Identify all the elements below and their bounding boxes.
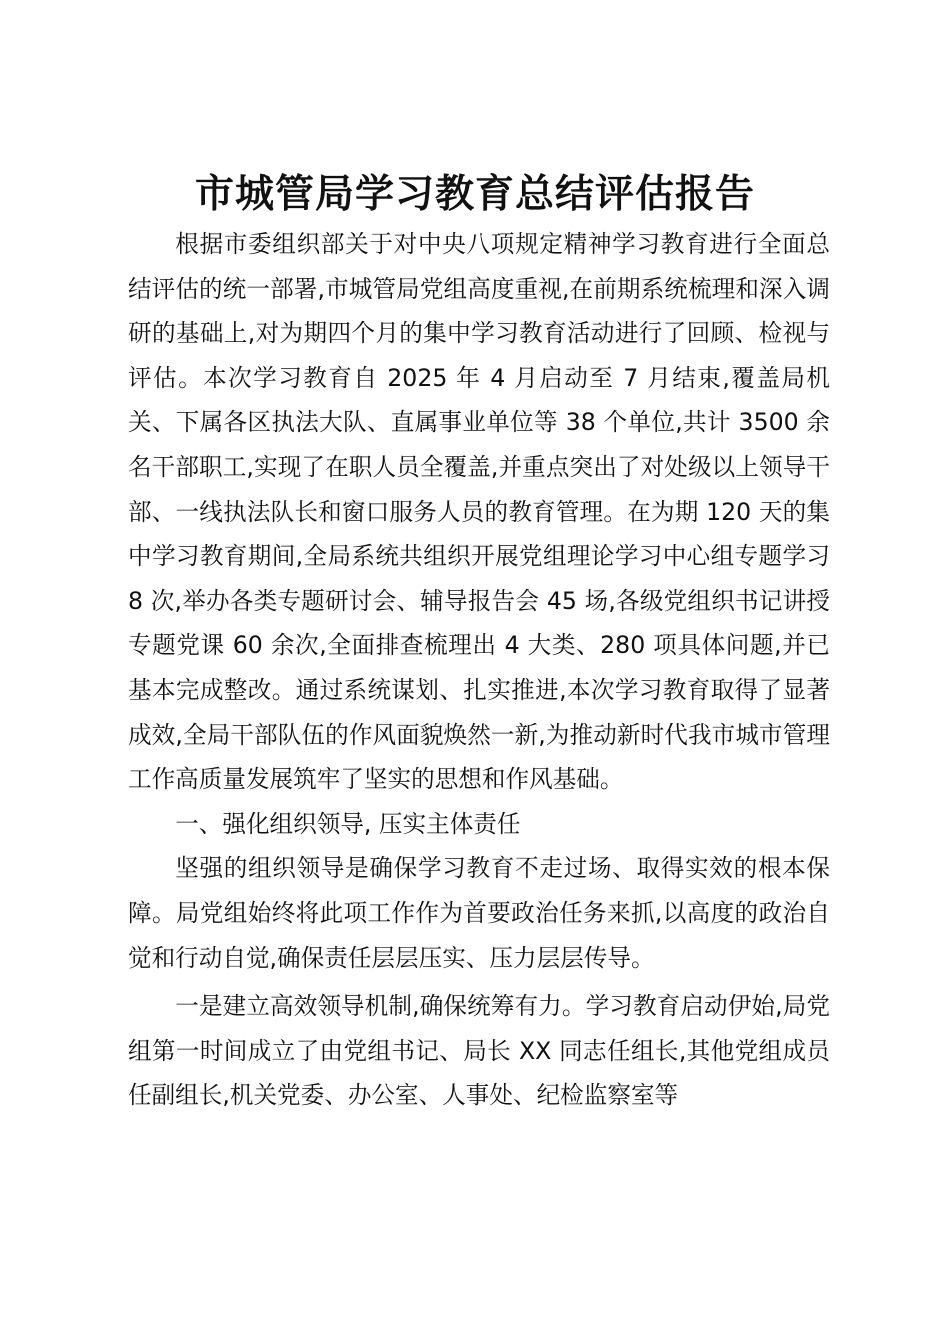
intro-paragraph: 根据市委组织部关于对中央八项规定精神学习教育进行全面总结评估的统一部署,市城管局党组高度重视,在前期系统梳理和深入调研的基础上,对为期四个月的集中学习教育活动进行了回顾、检视与评估。本次学习教育自 2025 年 4 月启动至 7 月结束,覆盖局机关、下属各区执法大队、直属事业单位等 38 个单位,共计 3500 余名干部职工,实现了在职人员全覆盖,并重点突出了对处级以上领导干部、一线执法队长和窗口服务人员的教育管理。在为期 120 天的集中学习教育期间,全局系统共组织开展党组理论学习中心组专题学习 8 次,举办各类专题研讨会、辅导报告会 45 场,各级党组织书记讲授专题党课 60 余次,全面排查梳理出 4 大类、280 项具体问题,并已基本完成整改。通过系统谋划、扎实推进,本次学习教育取得了显著成效,全局干部队伍的作风面貌焕然一新,为推动新时代我市城市管理工作高质量发展筑牢了坚实的思想和作风基础。 bbox=[128, 230, 830, 794]
document-body bbox=[128, 222, 830, 1118]
body-paragraph: 坚强的组织领导是确保学习教育不走过场、取得实效的根本保障。局党组始终将此项工作作为首要政治任务来抓,以高度的政治自觉和行动自觉,确保责任层层压实、压力层层传导。 bbox=[128, 854, 830, 972]
body-paragraph: 一是建立高效领导机制,确保统筹有力。学习教育启动伊始,局党组第一时间成立了由党组书记、局长 XX 同志任组长,其他党组成员任副组长,机关党委、办公室、人事处、纪检监察室等 bbox=[128, 992, 830, 1110]
document-title: 市城管局学习教育总结评估报告 bbox=[194, 171, 755, 217]
section-heading: 一、强化组织领导, 压实主体责任 bbox=[175, 809, 521, 838]
